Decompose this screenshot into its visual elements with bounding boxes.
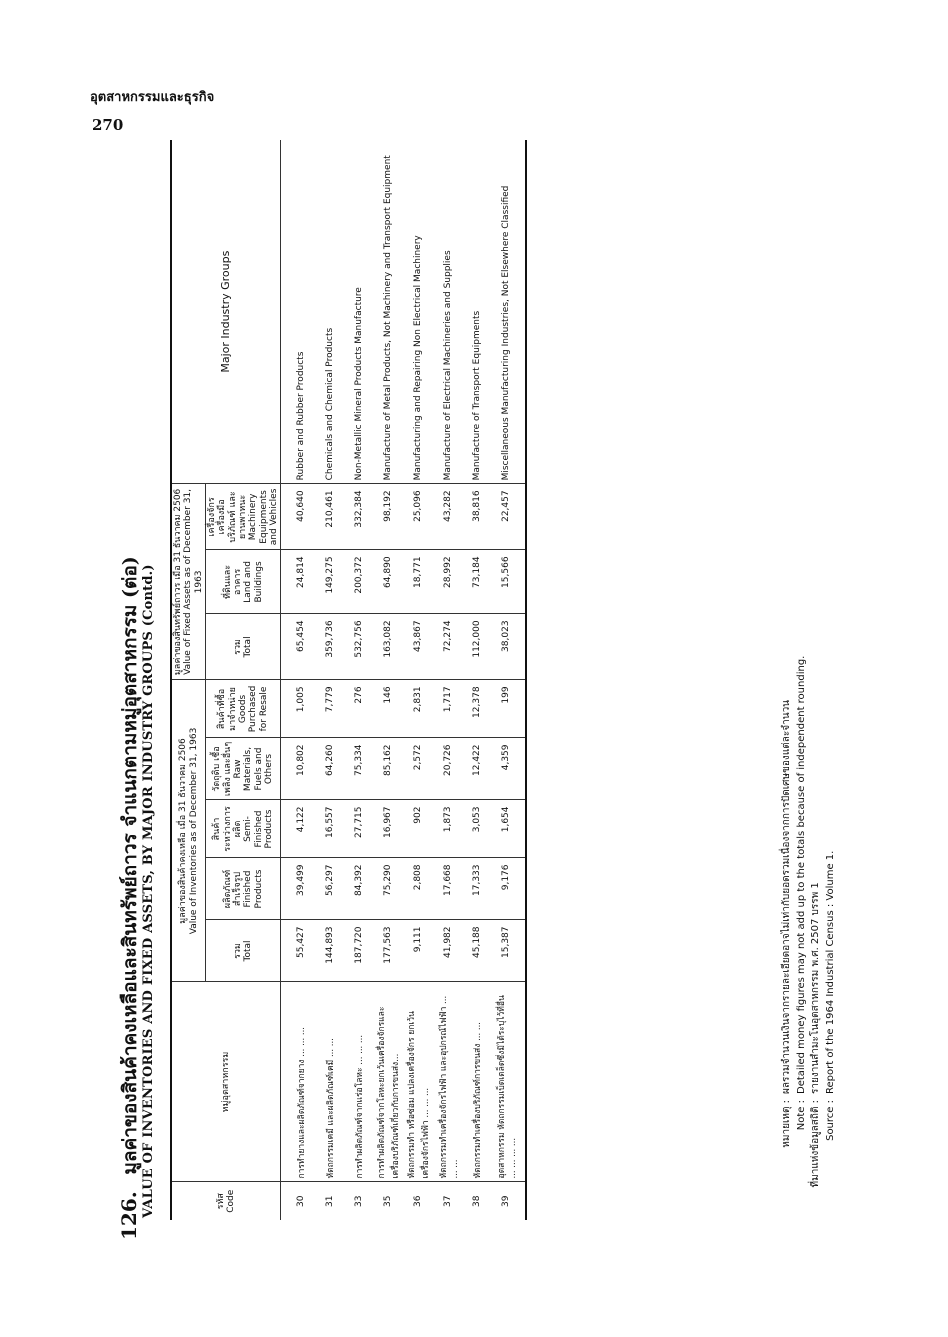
fixed-asset-value: 532,756 — [344, 614, 373, 680]
row-code: 31 — [315, 1182, 344, 1220]
row-group-english: Manufacture of Metal Products, Not Machinery and Transport Equipment — [373, 140, 403, 484]
row-code: 36 — [403, 1182, 433, 1220]
row-group-english: Chemicals and Chemical Products — [315, 140, 344, 484]
inventory-value: 1,005 — [281, 680, 316, 738]
group-th-header: หมู่อุตสาหกรรม — [171, 982, 281, 1182]
fixed-asset-value: 72,274 — [433, 614, 462, 680]
fixed-assets-sub-header-en: Land and Buildings — [243, 561, 264, 603]
fixed-assets-header — [171, 484, 206, 680]
inventory-value: 41,982 — [433, 920, 462, 982]
fixed-assets-sub-header — [206, 484, 281, 550]
table-row — [491, 140, 526, 1220]
inventory-value: 199 — [491, 680, 526, 738]
table-title-english: VALUE OF INVENTORIES AND FIXED ASSETS, BY MAJOR INDUSTRY GROUPS (Contd.) — [141, 564, 156, 1218]
row-group-thai: หัตถกรรมเคมี และผลิตภัณฑ์เคมี ... ... — [315, 982, 344, 1182]
row-group-english: Manufacturing and Repairing Non Electrical Machinery — [403, 140, 433, 484]
rotated-table-page — [75, 40, 855, 1240]
inventory-value: 1,654 — [491, 800, 526, 858]
inventory-value: 17,668 — [433, 858, 462, 920]
fixed-asset-value: 18,771 — [403, 550, 433, 614]
inventory-value: 187,720 — [344, 920, 373, 982]
inventory-value: 39,499 — [281, 858, 316, 920]
source-thai-text: รายงานสำมะโนอุตสาหกรรม พ.ศ. 2507 บรรพ 1 — [810, 882, 821, 1094]
source-thai-label: ที่มาแห่งข้อมูลสถิติ : — [810, 1100, 821, 1188]
row-group-thai: การทำผลิตภัณฑ์จากแร่อโลหะ ... ... ... — [344, 982, 373, 1182]
code-header-th: รหัส — [215, 1193, 226, 1210]
fixed-assets-sub-header-th: เครื่องจักร เครื่องมือ บริภัณฑ์ และยานพาหนะ — [207, 491, 249, 543]
inventories-sub-header — [206, 738, 281, 800]
row-group-english: Manufacture of Electrical Machineries and Supplies — [433, 140, 462, 484]
inventory-value: 1,717 — [433, 680, 462, 738]
inventories-table — [170, 140, 527, 1220]
source-label: Source : — [824, 1100, 836, 1141]
row-group-thai: การทำผลิตภัณฑ์จากโลหะยกเว้นเครื่องจักรและเครื่องบริภัณฑ์เกี่ยวกับการขนส่ง... — [373, 982, 403, 1182]
fixed-asset-value: 332,384 — [344, 484, 373, 550]
row-code: 39 — [491, 1182, 526, 1220]
note-text: Detailed money figures may not add up to the totals because of independent rounding. — [795, 655, 807, 1094]
row-group-english: Miscellaneous Manufacturing Industries, Not Elsewhere Classified — [491, 140, 526, 484]
inventory-value: 7,779 — [315, 680, 344, 738]
inventories-sub-header — [206, 680, 281, 738]
fixed-asset-value: 40,640 — [281, 484, 316, 550]
inventory-value: 20,726 — [433, 738, 462, 800]
group-en-header: Major Industry Groups — [171, 140, 281, 484]
fixed-asset-value: 65,454 — [281, 614, 316, 680]
row-group-thai: การทำยางและผลิตภัณฑ์จากยาง ... ... ... — [281, 982, 316, 1182]
inventories-sub-header — [206, 920, 281, 982]
page-number: 270 — [92, 116, 124, 134]
inventory-value: 4,122 — [281, 800, 316, 858]
row-group-thai: หัตถกรรมทำ หรือซ่อม แปลงเครื่องจักร ยกเว้นเครื่องจักรไฟฟ้า ... ... ... — [403, 982, 433, 1182]
inventories-header-en: Value of Inventories as of December 31, 1963 — [188, 727, 199, 935]
inventory-value: 9,176 — [491, 858, 526, 920]
inventories-sub-header-en: Raw Materials, Fuels and Others — [232, 746, 274, 792]
inventory-value: 55,427 — [281, 920, 316, 982]
inventory-value: 16,557 — [315, 800, 344, 858]
row-group-english: Rubber and Rubber Products — [281, 140, 316, 484]
fixed-assets-sub-header-en: Total — [243, 636, 254, 658]
fixed-assets-sub-header-en: Machinery Equipments and Vehicles — [248, 488, 280, 546]
inventory-value: 1,873 — [433, 800, 462, 858]
code-header — [171, 1182, 281, 1220]
row-group-english: Manufacture of Transport Equipments — [462, 140, 491, 484]
fixed-asset-value: 43,867 — [403, 614, 433, 680]
inventory-value: 12,422 — [462, 738, 491, 800]
row-group-thai: หัตถกรรมทำเครื่องจักรไฟฟ้า และอุปกรณ์ไฟฟ้า ... ... ... — [433, 982, 462, 1182]
inventory-value: 75,334 — [344, 738, 373, 800]
inventories-sub-header-en: Total — [243, 940, 254, 962]
inventories-sub-header-en: Semi-Finished Products — [243, 809, 274, 849]
row-group-thai: หัตถกรรมทำเครื่องบริภัณฑ์การขนส่ง ... ... — [462, 982, 491, 1182]
fixed-asset-value: 98,192 — [373, 484, 403, 550]
table-number: 126. — [117, 1191, 141, 1240]
fixed-assets-sub-header — [206, 550, 281, 614]
running-head: อุตสาหกรรมและธุรกิจ — [90, 90, 215, 105]
fixed-asset-value: 200,372 — [344, 550, 373, 614]
inventory-value: 902 — [403, 800, 433, 858]
fixed-asset-value: 149,275 — [315, 550, 344, 614]
inventory-value: 45,188 — [462, 920, 491, 982]
inventories-sub-header-th: สินค้าระหว่างการผลิต — [212, 806, 243, 852]
fixed-assets-sub-header-th: ที่ดินและอาคาร — [222, 564, 243, 599]
inventories-sub-header-th: รวม — [232, 943, 243, 959]
fixed-asset-value: 73,184 — [462, 550, 491, 614]
table-row — [403, 140, 433, 1220]
fixed-assets-header-th: มูลค่าของสินทรัพย์ถาวร เมื่อ 31 ธันวาคม 2506 — [173, 488, 183, 676]
fixed-asset-value: 112,000 — [462, 614, 491, 680]
inventories-sub-header — [206, 800, 281, 858]
inventories-header — [171, 680, 206, 982]
code-header-en: Code — [226, 1189, 237, 1213]
note-label: Note : — [795, 1100, 807, 1131]
inventory-value: 144,893 — [315, 920, 344, 982]
note-thai-label: หมายเหตุ : — [781, 1100, 792, 1148]
row-group-english: Non-Metallic Mineral Products Manufacture — [344, 140, 373, 484]
inventory-value: 84,392 — [344, 858, 373, 920]
inventory-value: 276 — [344, 680, 373, 738]
inventory-value: 9,111 — [403, 920, 433, 982]
inventories-sub-header-en: Finished Products — [243, 869, 264, 909]
fixed-asset-value: 38,023 — [491, 614, 526, 680]
table-row — [315, 140, 344, 1220]
inventory-value: 75,290 — [373, 858, 403, 920]
fixed-asset-value: 43,282 — [433, 484, 462, 550]
table-row — [373, 140, 403, 1220]
fixed-assets-header-en: Value of Fixed Assets as of December 31, 1963 — [183, 488, 204, 675]
fixed-asset-value: 24,814 — [281, 550, 316, 614]
row-group-thai: อุตสาหกรรม หัตถกรรมเบ็ดเตล็ดซึ่งมิได้ระบุไว้ที่อื่น ... ... ... ... — [491, 982, 526, 1182]
fixed-asset-value: 22,457 — [491, 484, 526, 550]
fixed-asset-value: 15,566 — [491, 550, 526, 614]
inventory-value: 16,967 — [373, 800, 403, 858]
table-row — [344, 140, 373, 1220]
inventories-sub-header-en: Goods Purchased for Resale — [238, 685, 269, 733]
row-code: 33 — [344, 1182, 373, 1220]
inventory-value: 56,297 — [315, 858, 344, 920]
fixed-asset-value: 163,082 — [373, 614, 403, 680]
source-text: Report of the 1964 Industrial Census : Volume 1. — [824, 850, 836, 1094]
table-row — [281, 140, 316, 1220]
note-thai-text: ผลรวมจำนวนเงินจากรายละเอียดอาจไม่เท่ากับยอดรวมเนื่องจากการปัดเศษของแต่ละจำนวน — [781, 699, 792, 1094]
inventory-value: 17,333 — [462, 858, 491, 920]
inventory-value: 85,162 — [373, 738, 403, 800]
inventory-value: 10,802 — [281, 738, 316, 800]
inventories-sub-header — [206, 858, 281, 920]
inventories-sub-header-th: สินค้าที่ซื้อมาจำหน่าย — [217, 687, 238, 731]
row-code: 37 — [433, 1182, 462, 1220]
inventory-value: 27,715 — [344, 800, 373, 858]
fixed-asset-value: 64,890 — [373, 550, 403, 614]
row-code: 35 — [373, 1182, 403, 1220]
table-notes — [780, 140, 838, 1220]
table-row — [462, 140, 491, 1220]
inventory-value: 12,378 — [462, 680, 491, 738]
inventory-value: 146 — [373, 680, 403, 738]
inventory-value: 15,387 — [491, 920, 526, 982]
inventory-value: 2,572 — [403, 738, 433, 800]
inventory-value: 64,260 — [315, 738, 344, 800]
inventory-value: 3,053 — [462, 800, 491, 858]
fixed-assets-sub-header — [206, 614, 281, 680]
fixed-asset-value: 25,096 — [403, 484, 433, 550]
fixed-asset-value: 210,461 — [315, 484, 344, 550]
inventory-value: 177,563 — [373, 920, 403, 982]
inventory-value: 2,831 — [403, 680, 433, 738]
inventories-sub-header-th: วัตถุดิบ เชื้อเพลิง และอื่นๆ — [212, 741, 233, 797]
row-code: 30 — [281, 1182, 316, 1220]
fixed-asset-value: 359,736 — [315, 614, 344, 680]
title-thai-text: มูลค่าของสินค้าคงเหลือและสินทรัพย์ถาวร จำแนกตามหมู่อุตสาหกรรม (ต่อ) — [119, 556, 141, 1175]
fixed-asset-value: 28,992 — [433, 550, 462, 614]
inventory-value: 2,808 — [403, 858, 433, 920]
inventories-sub-header-th: ผลิตภัณฑ์สำเร็จรูป — [222, 869, 243, 909]
fixed-asset-value: 38,816 — [462, 484, 491, 550]
row-code: 38 — [462, 1182, 491, 1220]
fixed-assets-sub-header-th: รวม — [232, 639, 243, 655]
inventories-header-th: มูลค่าของสินค้าคงเหลือ เมื่อ 31 ธันวาคม 2506 — [178, 738, 189, 924]
inventory-value: 4,359 — [491, 738, 526, 800]
table-row — [433, 140, 462, 1220]
